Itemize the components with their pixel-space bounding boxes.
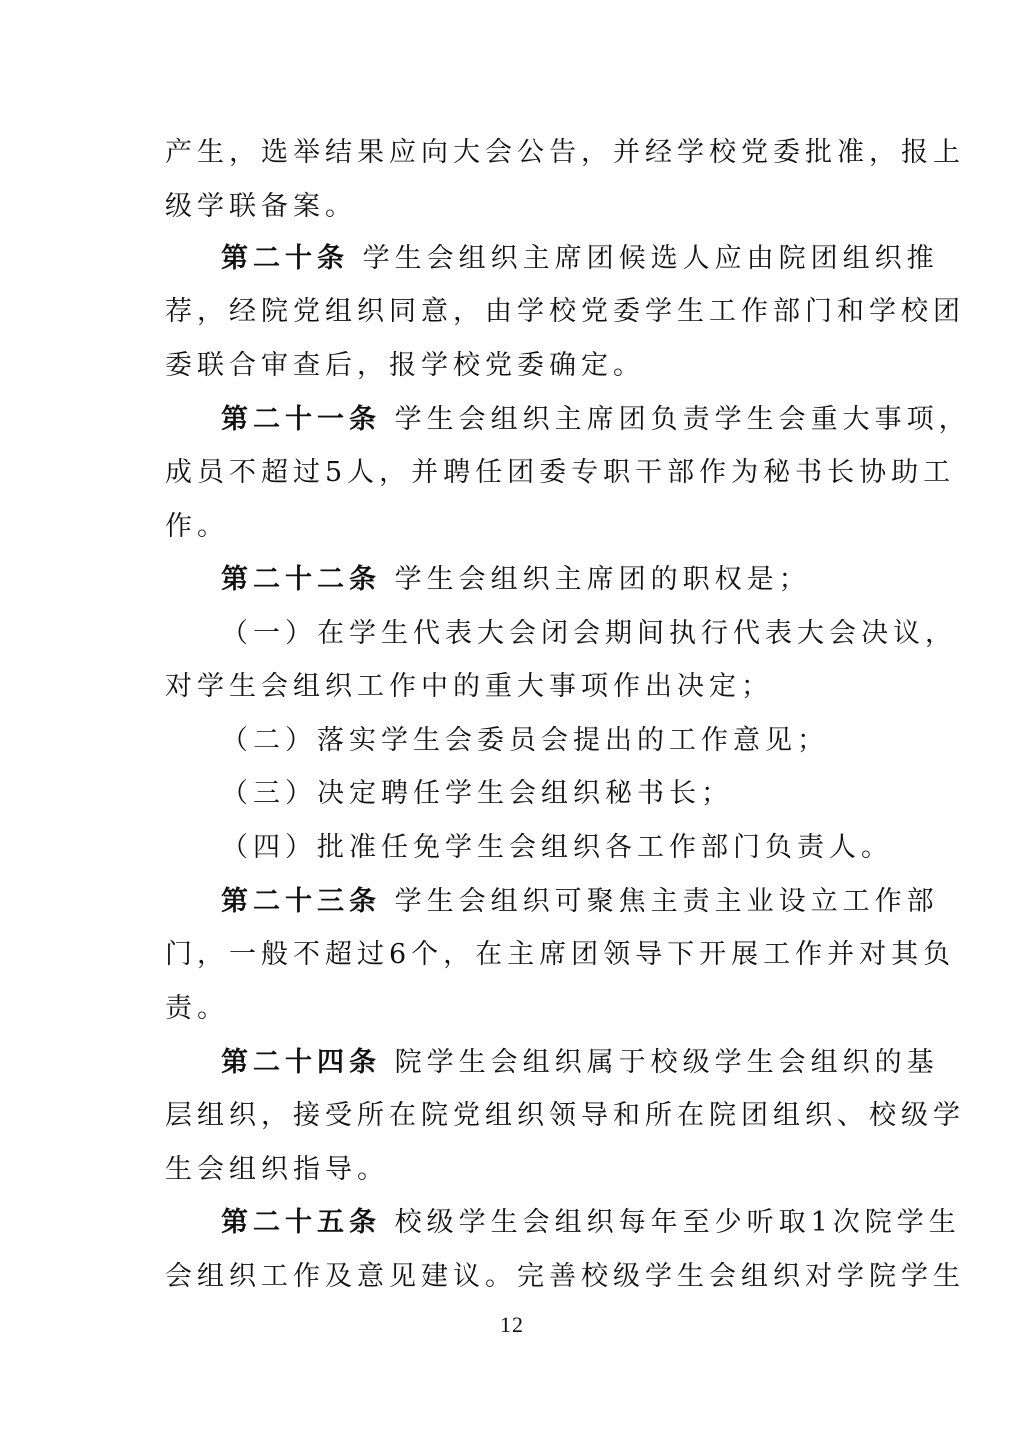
paragraph-line xyxy=(165,180,865,234)
article-20-line xyxy=(221,232,939,286)
article-heading: 第二十条 xyxy=(221,243,349,274)
line-text: 校级学生会组织每年至少听取1次院学生 xyxy=(381,1207,961,1238)
article-21-line xyxy=(221,393,971,447)
paragraph-line xyxy=(165,446,956,500)
article-heading: 第二十三条 xyxy=(221,886,381,917)
article-23-line xyxy=(221,875,939,929)
paragraph-line xyxy=(165,928,956,982)
article-24-line xyxy=(221,1036,939,1090)
list-item-line xyxy=(221,714,921,768)
list-item-line xyxy=(221,607,957,661)
line-text: 产生，选举结果应向大会公告，并经学校党委批准，报上 xyxy=(165,137,965,168)
line-text: 作。 xyxy=(165,511,229,542)
article-heading: 第二十二条 xyxy=(221,564,381,595)
line-text: 学生会组织可聚焦主责主业设立工作部 xyxy=(381,886,939,917)
line-text: （一）在学生代表大会闭会期间执行代表大会决议， xyxy=(221,618,957,649)
line-text: 学生会组织主席团候选人应由院团组织推 xyxy=(349,243,939,274)
line-text: 级学联备案。 xyxy=(165,191,357,222)
article-22-line xyxy=(221,553,921,607)
line-text: 会组织工作及意见建议。完善校级学生会组织对学院学生 xyxy=(165,1261,965,1292)
paragraph-line xyxy=(165,1250,965,1304)
paragraph-line xyxy=(165,500,865,554)
line-text: 院学生会组织属于校级学生会组织的基 xyxy=(381,1047,939,1078)
article-heading: 第二十五条 xyxy=(221,1207,381,1238)
line-text: 门，一般不超过6个，在主席团领导下开展工作并对其负 xyxy=(165,939,956,970)
line-text: 对学生会组织工作中的重大事项作出决定； xyxy=(165,671,773,702)
line-text: 生会组织指导。 xyxy=(165,1154,389,1185)
list-item-line xyxy=(221,821,921,875)
line-text: （三）决定聘任学生会组织秘书长； xyxy=(221,778,733,809)
line-text: 责。 xyxy=(165,993,229,1024)
paragraph-line xyxy=(165,982,865,1036)
line-text: 成员不超过5人，并聘任团委专职干部作为秘书长协助工 xyxy=(165,457,956,488)
paragraph-line xyxy=(165,285,965,339)
line-text: 委联合审查后，报学校党委确定。 xyxy=(165,350,645,381)
page-number: 12 xyxy=(500,1312,524,1337)
line-text: （二）落实学生会委员会提出的工作意见； xyxy=(221,725,829,756)
paragraph-line xyxy=(165,660,865,714)
line-text: 学生会组织主席团负责学生会重大事项， xyxy=(381,404,971,435)
paragraph-line xyxy=(165,339,865,393)
line-text: 层组织，接受所在院党组织领导和所在院团组织、校级学 xyxy=(165,1100,965,1131)
paragraph-line xyxy=(165,1143,865,1197)
article-heading: 第二十一条 xyxy=(221,404,381,435)
line-text: 学生会组织主席团的职权是； xyxy=(381,564,811,595)
list-item-line xyxy=(221,767,921,821)
article-25-line xyxy=(221,1196,961,1250)
line-text: （四）批准任免学生会组织各工作部门负责人。 xyxy=(221,832,893,863)
paragraph-line xyxy=(165,1089,965,1143)
paragraph-line xyxy=(165,126,965,180)
line-text: 荐，经院党组织同意，由学校党委学生工作部门和学校团 xyxy=(165,296,965,327)
article-heading: 第二十四条 xyxy=(221,1047,381,1078)
